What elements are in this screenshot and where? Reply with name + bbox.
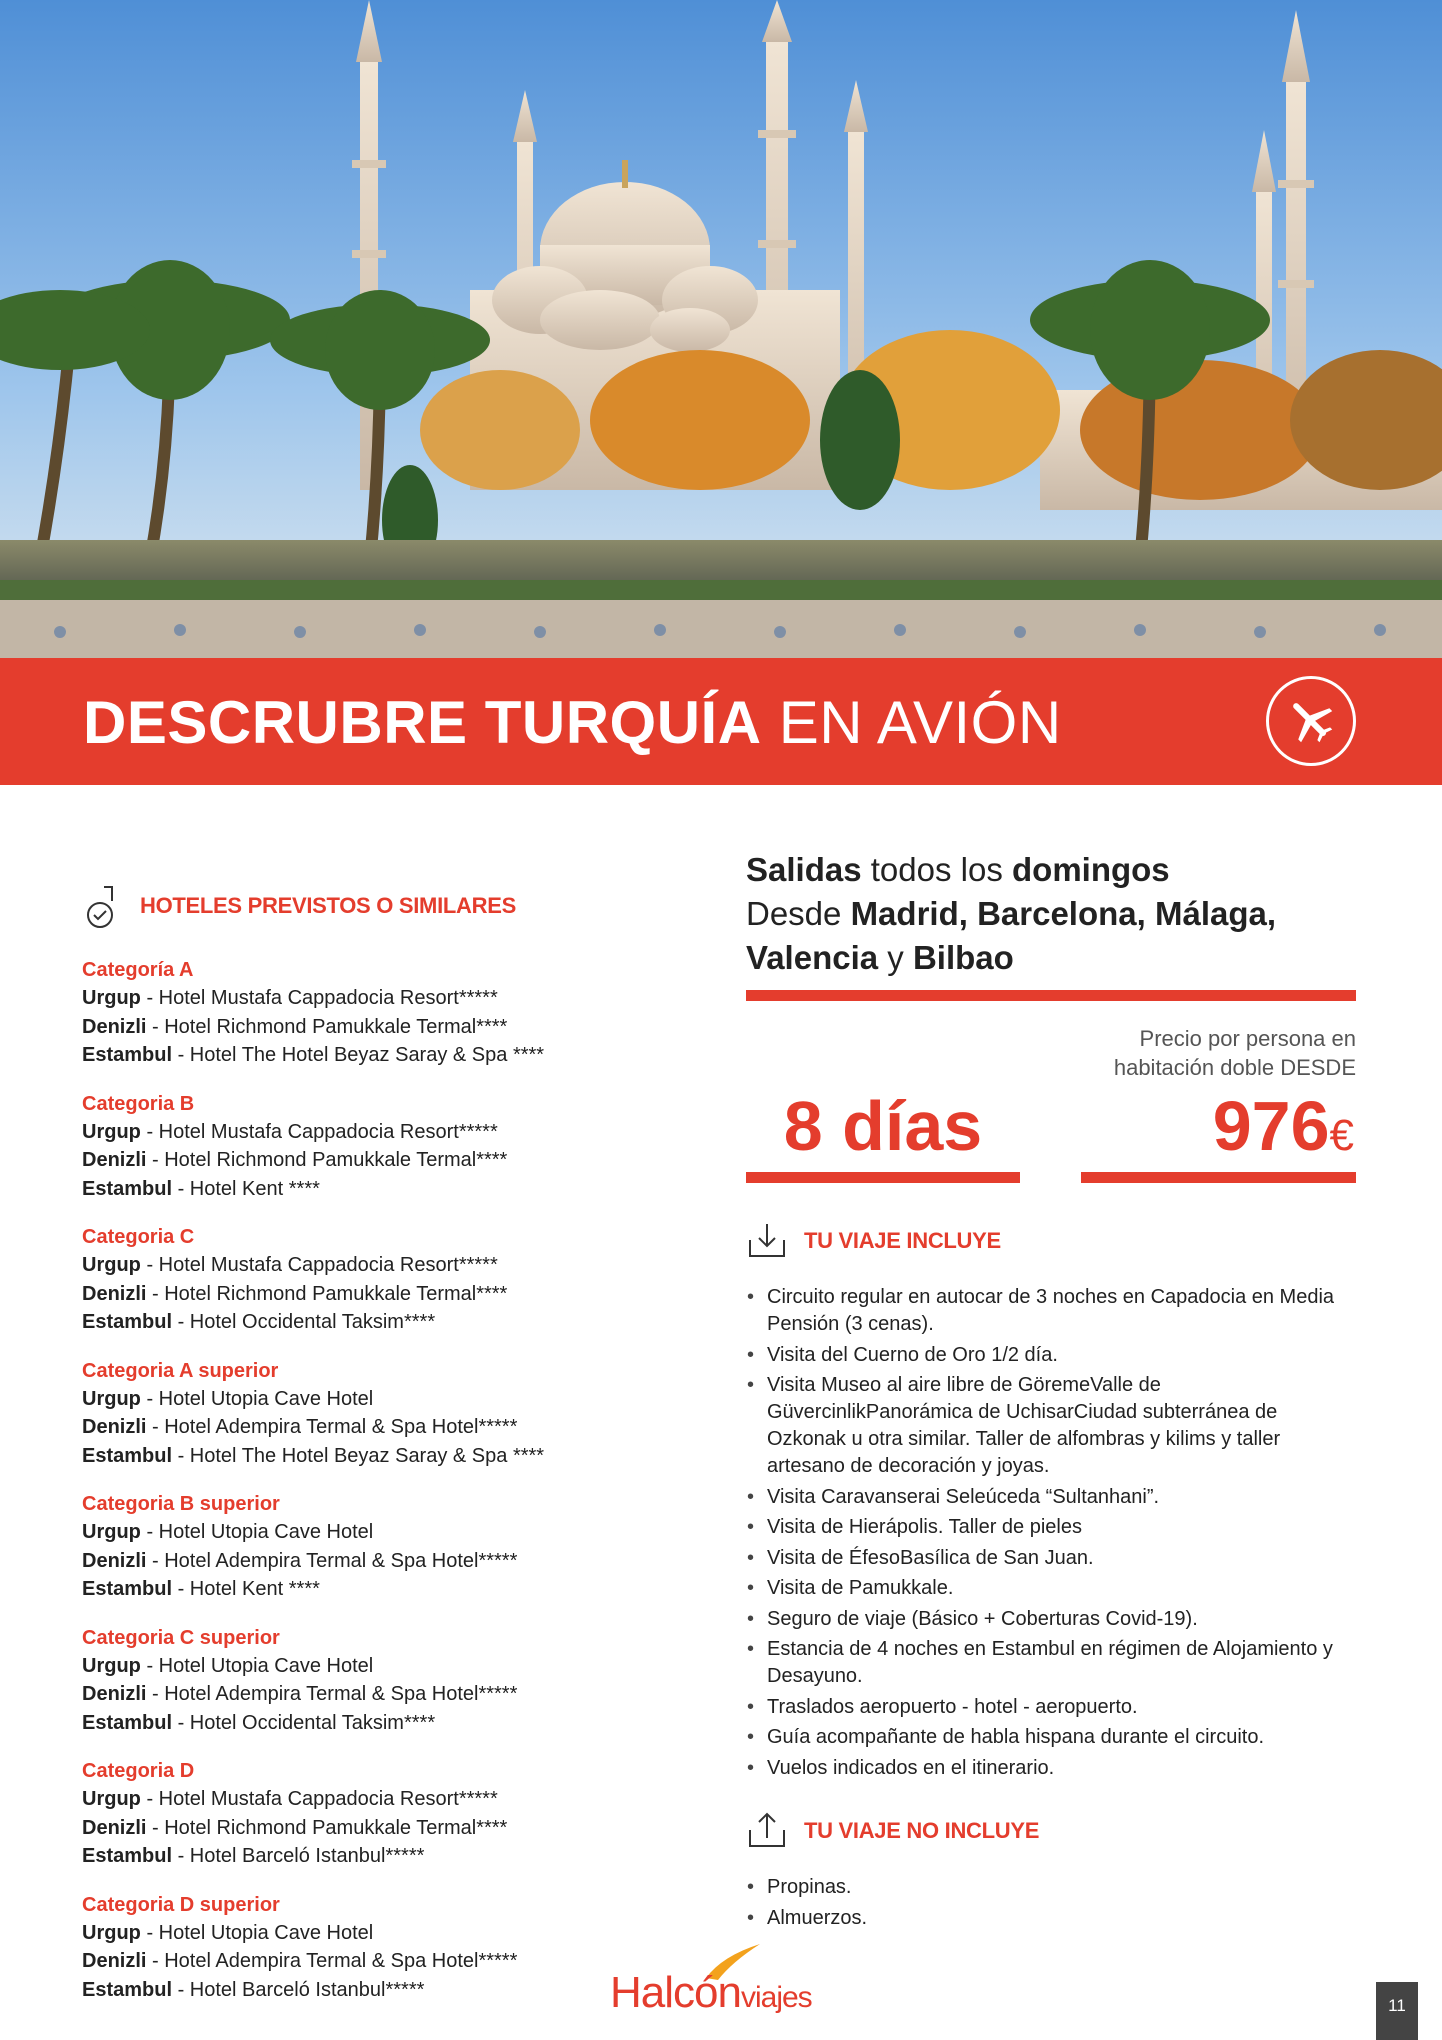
not-includes-section [746, 1808, 1356, 1935]
includes-header [746, 1218, 1356, 1264]
hotel-line [82, 984, 642, 1013]
hotel-line [82, 1385, 642, 1414]
hotel-name: - Hotel Utopia Cave Hotel [140, 1921, 374, 1944]
hotel-line [82, 1709, 642, 1738]
list-item: • Guía acompañante de habla hispana durante el circuito. [746, 1724, 1356, 1751]
hotel-line [82, 1308, 642, 1337]
hotel-name: - Hotel Utopia Cave Hotel [140, 1521, 374, 1543]
hotel-name: - Hotel Mustafa Cappadocia Resort***** [140, 987, 498, 1009]
hotel-city: Urgup [82, 987, 141, 1009]
hotel-name: - Hotel Richmond Pamukkale Termal**** [146, 1282, 508, 1305]
hotel-name: - Hotel Mustafa Cappadocia Resort***** [140, 1254, 498, 1276]
list-item: • Visita del Cuerno de Oro 1/2 día. [746, 1342, 1356, 1369]
hotel-name: - Hotel Adempira Termal & Spa Hotel***** [146, 1416, 518, 1438]
hotel-city: Estambul [82, 1845, 173, 1867]
hotel-name: - Hotel Adempira Termal & Spa Hotel***** [146, 1549, 518, 1572]
hotel-city: Urgup [82, 1521, 141, 1543]
hotel-name: - Hotel The Hotel Beyaz Saray & Spa **** [172, 1044, 545, 1066]
hotel-name: - Hotel Adempira Termal & Spa Hotel***** [146, 1683, 518, 1705]
download-tray-icon [746, 1218, 788, 1264]
price-box [1081, 1086, 1356, 1186]
hotel-line [82, 1251, 642, 1280]
hotels-heading: HOTELES PREVISTOS O SIMILARES [140, 893, 516, 918]
category-name: Categoria D superior [82, 1893, 280, 1916]
page-number: 11 [1376, 1982, 1418, 2040]
hotel-city: Estambul [82, 1177, 173, 1200]
divider [746, 1172, 1020, 1183]
hotel-city: Denizli [82, 1549, 147, 1572]
brand-logo [608, 1942, 838, 2022]
hotel-city: Denizli [82, 1816, 147, 1839]
logo-text: Halcónviajes [610, 1968, 812, 2017]
duration-value: 8 días [783, 1087, 983, 1165]
hotel-city: Estambul [82, 1311, 173, 1333]
hotel-line [82, 1842, 642, 1871]
includes-list [746, 1284, 1356, 1782]
hotel-name: - Hotel Utopia Cave Hotel [140, 1654, 374, 1677]
hotel-city: Urgup [82, 1788, 141, 1810]
hotel-line [82, 1575, 642, 1604]
hotel-name: - Hotel Barceló Istanbul***** [172, 1845, 425, 1867]
departures-line-3: Valencia y Bilbao [746, 939, 1014, 976]
hotel-city: Estambul [82, 1044, 173, 1066]
hotel-name: - Hotel Mustafa Cappadocia Resort***** [140, 1120, 498, 1143]
hotel-name: - Hotel Occidental Taksim**** [172, 1711, 436, 1734]
not-includes-header [746, 1808, 1356, 1854]
hotel-name: - Hotel Richmond Pamukkale Termal**** [146, 1816, 508, 1839]
hotel-city: Estambul [82, 1444, 173, 1467]
hotel-category [82, 1624, 642, 1738]
hotel-name: - Hotel Barceló Istanbul***** [172, 1978, 425, 2001]
list-item: • Visita Caravanserai Seleúceda “Sultanhani”. [746, 1484, 1356, 1511]
list-item: • Circuito regular en autocar de 3 noches en Capadocia en Media Pensión (3 cenas). [746, 1284, 1356, 1338]
category-name: Categoria B [82, 1092, 195, 1115]
hotel-bell-icon [82, 883, 124, 929]
hotel-city: Urgup [82, 1254, 141, 1276]
hotel-line [82, 1041, 642, 1070]
title-light: EN AVIÓN [778, 689, 1062, 756]
plane-icon [1266, 676, 1356, 766]
upload-tray-icon [746, 1808, 788, 1854]
hotel-name: - Hotel Kent **** [172, 1578, 320, 1600]
list-item: • Seguro de viaje (Básico + Coberturas Covid-19). [746, 1606, 1356, 1633]
hotels-header [82, 880, 642, 932]
divider [746, 990, 1356, 1001]
title-band [0, 658, 1442, 785]
hotel-category [82, 1757, 642, 1871]
hotel-city: Estambul [82, 1578, 173, 1600]
list-item: • Visita de ÉfesoBasílica de San Juan. [746, 1545, 1356, 1572]
hotel-city: Urgup [82, 1654, 141, 1677]
hotel-city: Urgup [82, 1921, 141, 1944]
hotels-section [82, 880, 642, 2004]
hotel-categories [82, 956, 642, 2004]
hotel-category [82, 1357, 642, 1471]
includes-heading: TU VIAJE INCLUYE [804, 1228, 1001, 1253]
hotel-city: Denizli [82, 1149, 147, 1171]
hotel-city: Denizli [82, 1683, 147, 1705]
hotel-name: - Hotel Occidental Taksim**** [172, 1311, 436, 1333]
hotel-name: - Hotel Mustafa Cappadocia Resort***** [140, 1788, 498, 1810]
category-name: Categoría A [82, 959, 194, 981]
list-item: • Visita de Pamukkale. [746, 1575, 1356, 1602]
hotel-line [82, 1652, 642, 1681]
duration-box [746, 1086, 1020, 1186]
hotel-city: Urgup [82, 1120, 141, 1143]
departures-line-2: Desde Madrid, Barcelona, Málaga, [746, 895, 1277, 932]
hotel-line [82, 1280, 642, 1309]
hotel-line [82, 1013, 642, 1042]
includes-section [746, 1218, 1356, 1785]
hotel-line [82, 1413, 642, 1442]
list-item: • Estancia de 4 noches en Estambul en régimen de Alojamiento y Desayuno. [746, 1636, 1356, 1690]
list-item: • Visita de Hierápolis. Taller de pieles [746, 1514, 1356, 1541]
hotel-line [82, 1976, 642, 2005]
hotel-category [82, 1090, 642, 1204]
category-name: Categoria C [82, 1226, 195, 1248]
hotel-category [82, 956, 642, 1070]
hotel-line [82, 1547, 642, 1576]
blue-mosque-illustration [0, 0, 1442, 658]
hotel-line [82, 1175, 642, 1204]
hotel-line [82, 1518, 642, 1547]
hotel-line [82, 1146, 642, 1175]
category-name: Categoria A superior [82, 1359, 279, 1382]
list-item: • Visita Museo al aire libre de GöremeValle de GüvercinlikPanorámica de UchisarCiudad subterránea de Ozkonak u otra similar. Taller de alfombras y kilims y taller artesano de decoración y joyas. [746, 1372, 1356, 1480]
hotel-city: Estambul [82, 1978, 173, 2001]
price-value: 976€ [1212, 1087, 1354, 1165]
hotel-line [82, 1785, 642, 1814]
list-item: • Almuerzos. [746, 1905, 1356, 1932]
hotel-name: - Hotel Richmond Pamukkale Termal**** [146, 1015, 508, 1038]
hotel-name: - Hotel Richmond Pamukkale Termal**** [146, 1149, 508, 1171]
hotel-city: Denizli [82, 1015, 147, 1038]
not-includes-list [746, 1874, 1356, 1932]
hero-photo [0, 0, 1442, 658]
hotel-city: Denizli [82, 1282, 147, 1305]
hotel-city: Denizli [82, 1950, 147, 1972]
divider [1081, 1172, 1356, 1183]
hotel-line [82, 1814, 642, 1843]
list-item: • Traslados aeropuerto - hotel - aeropuerto. [746, 1694, 1356, 1721]
hotel-line [82, 1947, 642, 1976]
hotel-name: - Hotel The Hotel Beyaz Saray & Spa **** [172, 1444, 545, 1467]
hotel-city: Urgup [82, 1387, 141, 1410]
hotel-line [82, 1442, 642, 1471]
list-item: • Vuelos indicados en el itinerario. [746, 1755, 1356, 1782]
hotel-category [82, 1891, 642, 2005]
departures-line-1: Salidas todos los domingos [746, 851, 1170, 888]
category-name: Categoria B superior [82, 1493, 280, 1515]
page-title [83, 688, 1062, 757]
hotel-category [82, 1223, 642, 1337]
list-item: • Propinas. [746, 1874, 1356, 1901]
hotel-city: Estambul [82, 1711, 173, 1734]
trip-info [746, 848, 1356, 1929]
category-name: Categoria D [82, 1760, 195, 1782]
hotel-city: Denizli [82, 1416, 147, 1438]
not-includes-heading: TU VIAJE NO INCLUYE [804, 1818, 1040, 1843]
category-name: Categoria C superior [82, 1626, 280, 1649]
hotel-line [82, 1680, 642, 1709]
hotel-category [82, 1490, 642, 1604]
hotel-name: - Hotel Kent **** [172, 1177, 320, 1200]
title-bold: DESCRUBRE TURQUÍA [83, 689, 762, 756]
hotel-line [82, 1919, 642, 1948]
hotel-name: - Hotel Adempira Termal & Spa Hotel***** [146, 1950, 518, 1972]
price-note: Precio por persona en habitación doble DESDE [1113, 1026, 1356, 1080]
hotel-line [82, 1118, 642, 1147]
hotel-name: - Hotel Utopia Cave Hotel [140, 1387, 374, 1410]
